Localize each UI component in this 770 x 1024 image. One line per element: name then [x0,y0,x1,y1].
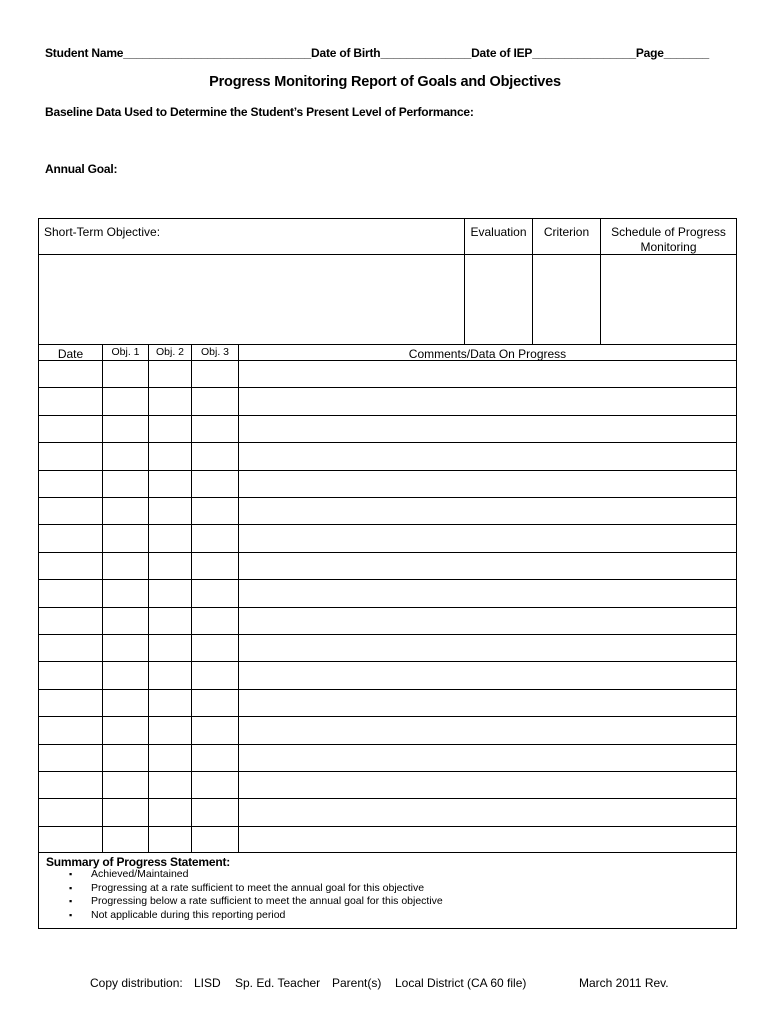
obj1-cell[interactable] [103,635,148,661]
comments-cell[interactable] [239,690,736,716]
footer-parents: Parent(s) [332,976,382,990]
progress-table [38,344,737,853]
date-cell[interactable] [39,525,102,551]
obj2-cell[interactable] [149,745,191,771]
date-cell[interactable] [39,690,102,716]
comments-cell[interactable] [239,553,736,579]
comments-cell[interactable] [239,471,736,497]
date-cell[interactable] [39,361,102,387]
date-cell[interactable] [39,799,102,825]
comments-cell[interactable] [239,361,736,387]
footer-local-district: Local District (CA 60 file) [395,976,527,990]
obj1-cell[interactable] [103,471,148,497]
row-divider [39,826,736,827]
comments-cell[interactable] [239,772,736,798]
obj2-cell[interactable] [149,416,191,442]
date-of-iep-field[interactable]: ________________ [532,46,636,60]
comments-cell[interactable] [239,608,736,634]
obj2-cell[interactable] [149,608,191,634]
comments-cell[interactable] [239,388,736,414]
summary-title: Summary of Progress Statement: [46,855,231,869]
obj3-cell[interactable] [192,416,238,442]
obj2-cell[interactable] [149,443,191,469]
obj3-cell[interactable] [192,745,238,771]
student-name-field[interactable]: _____________________________ [123,46,312,60]
obj1-cell[interactable] [103,717,148,743]
date-of-birth-label: Date of Birth [311,46,381,60]
schedule-header-line2: Monitoring [640,240,697,254]
obj1-cell[interactable] [103,525,148,551]
footer-lisd: LISD [194,976,221,990]
obj1-cell[interactable] [103,690,148,716]
obj3-column-header: Obj. 3 [200,346,229,358]
comments-cell[interactable] [239,745,736,771]
date-cell[interactable] [39,717,102,743]
comments-cell[interactable] [239,498,736,524]
obj1-cell[interactable] [103,745,148,771]
obj1-cell[interactable] [103,799,148,825]
obj1-cell[interactable] [103,388,148,414]
obj3-cell[interactable] [192,772,238,798]
objective-table [38,218,737,345]
obj3-cell[interactable] [192,635,238,661]
obj2-cell[interactable] [149,799,191,825]
schedule-field[interactable] [601,255,736,344]
header-line [45,46,709,60]
summary-item-progressing-below: ▪ Progressing below a rate sufficient to meet the annual goal for this objective [91,895,443,909]
obj2-cell[interactable] [149,717,191,743]
date-column-header: Date [57,347,84,361]
baseline-field[interactable] [45,120,725,156]
criterion-header: Criterion [543,225,590,239]
obj2-cell[interactable] [149,580,191,606]
date-cell[interactable] [39,553,102,579]
annual-goal-label: Annual Goal: [45,162,118,176]
comments-cell[interactable] [239,799,736,825]
date-cell[interactable] [39,608,102,634]
obj1-cell[interactable] [103,443,148,469]
comments-cell[interactable] [239,635,736,661]
obj3-cell[interactable] [192,388,238,414]
date-cell[interactable] [39,388,102,414]
obj3-cell[interactable] [192,717,238,743]
obj2-column-header: Obj. 2 [155,346,184,358]
obj3-cell[interactable] [192,553,238,579]
schedule-header-line1: Schedule of Progress [611,225,726,239]
obj2-cell[interactable] [149,471,191,497]
obj3-cell[interactable] [192,525,238,551]
obj2-cell[interactable] [149,498,191,524]
obj3-cell[interactable] [192,443,238,469]
summary-box [38,852,737,929]
comments-cell[interactable] [239,443,736,469]
objective-text-field[interactable] [39,255,464,344]
obj3-cell[interactable] [192,580,238,606]
page-field[interactable]: _______ [663,46,710,60]
comments-cell[interactable] [239,525,736,551]
evaluation-header: Evaluation [470,225,527,239]
obj1-cell[interactable] [103,416,148,442]
date-cell[interactable] [39,745,102,771]
date-cell[interactable] [39,498,102,524]
comments-cell[interactable] [239,717,736,743]
obj1-column-header: Obj. 1 [111,346,140,358]
obj1-cell[interactable] [103,553,148,579]
footer-copy-distribution: Copy distribution: [90,976,183,990]
summary-list [91,868,443,922]
obj2-cell[interactable] [149,553,191,579]
obj3-cell[interactable] [192,690,238,716]
summary-item-achieved: ▪ Achieved/Maintained [91,868,443,882]
evaluation-field[interactable] [465,255,532,344]
obj1-cell[interactable] [103,772,148,798]
summary-item-progressing-sufficient: ▪ Progressing at a rate sufficient to meet the annual goal for this objective [91,882,443,896]
comments-cell[interactable] [239,416,736,442]
comments-cell[interactable] [239,580,736,606]
footer-sped-teacher: Sp. Ed. Teacher [235,976,321,990]
comments-cell[interactable] [239,662,736,688]
date-cell[interactable] [39,662,102,688]
date-of-birth-field[interactable]: ______________ [380,46,472,60]
page-title: Progress Monitoring Report of Goals and Objectives [209,74,561,90]
criterion-field[interactable] [533,255,600,344]
obj2-cell[interactable] [149,635,191,661]
obj3-cell[interactable] [192,471,238,497]
obj2-cell[interactable] [149,772,191,798]
schedule-header [601,225,736,255]
date-cell[interactable] [39,580,102,606]
page-label: Page [635,46,664,60]
obj2-cell[interactable] [149,361,191,387]
obj2-cell[interactable] [149,662,191,688]
obj1-cell[interactable] [103,498,148,524]
obj1-cell[interactable] [103,580,148,606]
obj3-cell[interactable] [192,799,238,825]
date-cell[interactable] [39,635,102,661]
student-name-label: Student Name [45,46,124,60]
comments-column-header: Comments/Data On Progress [408,347,567,361]
obj2-cell[interactable] [149,690,191,716]
obj2-cell[interactable] [149,525,191,551]
summary-item-not-applicable: ▪ Not applicable during this reporting period [91,909,443,923]
obj1-cell[interactable] [103,608,148,634]
obj1-cell[interactable] [103,361,148,387]
date-of-iep-label: Date of IEP [471,46,533,60]
obj1-cell[interactable] [103,662,148,688]
date-cell[interactable] [39,772,102,798]
obj3-cell[interactable] [192,662,238,688]
date-cell[interactable] [39,471,102,497]
baseline-label: Baseline Data Used to Determine the Student’s Present Level of Performance: [45,105,474,119]
date-cell[interactable] [39,443,102,469]
date-cell[interactable] [39,416,102,442]
short-term-objective-label: Short-Term Objective: [44,225,161,239]
footer-revision: March 2011 Rev. [579,976,669,990]
annual-goal-field[interactable] [45,178,725,214]
obj3-cell[interactable] [192,498,238,524]
obj3-cell[interactable] [192,361,238,387]
obj3-cell[interactable] [192,608,238,634]
obj2-cell[interactable] [149,388,191,414]
